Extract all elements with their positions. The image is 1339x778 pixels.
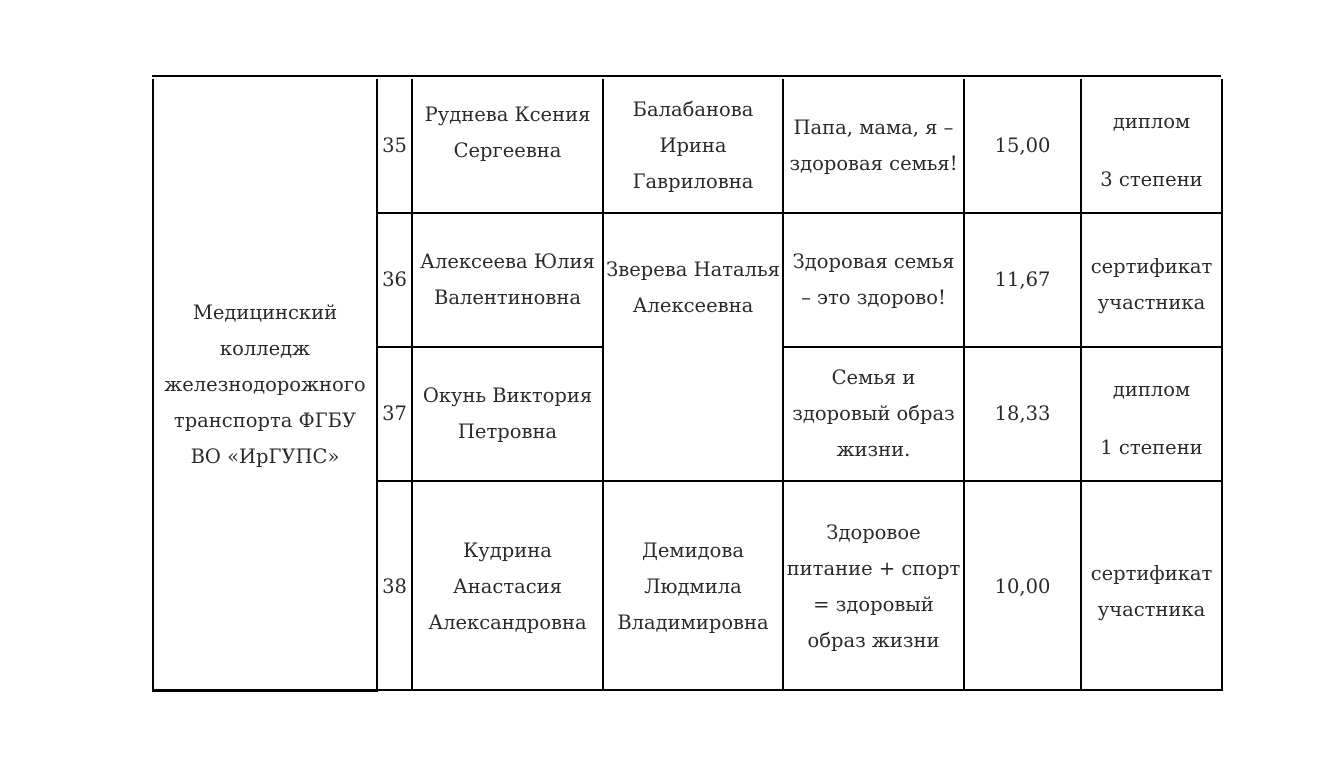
row-number: 36 (377, 213, 412, 347)
supervisor-name: Зверева Наталья Алексеевна (603, 213, 783, 481)
participant-name: Руднева Ксения Сергеевна (412, 79, 603, 213)
award-type: сертификат (1090, 255, 1213, 278)
table-row (153, 79, 1222, 213)
award-cell (1081, 79, 1222, 213)
award-type: сертификат (1090, 561, 1213, 585)
supervisor-name: Демидова Людмила Владимировна (603, 481, 783, 691)
results-table (152, 79, 1223, 692)
row-number: 38 (377, 481, 412, 691)
award-cell (1081, 347, 1222, 481)
organization-cell: Медицинский колледж железнодорожного транспорта ФГБУ ВО «ИрГУПС» (153, 79, 377, 691)
topic-title: Здоровая семья – это здорово! (783, 213, 964, 347)
participant-name: Окунь Виктория Петровна (412, 347, 603, 481)
award-cell (1081, 213, 1222, 347)
participant-name: Алексеева Юлия Валентиновна (412, 213, 603, 347)
award-cell (1081, 481, 1222, 691)
score-value: 10,00 (964, 481, 1081, 691)
award-degree: 1 степени (1100, 436, 1203, 459)
results-table-frame (152, 75, 1221, 691)
row-number: 35 (377, 79, 412, 213)
score-value: 18,33 (964, 347, 1081, 481)
participant-name: Кудрина Анастасия Александровна (412, 481, 603, 691)
award-degree: участника (1097, 597, 1206, 621)
award-degree: участника (1097, 291, 1206, 314)
award-type: диплом (1112, 378, 1191, 401)
supervisor-name: Балабанова Ирина Гавриловна (603, 79, 783, 213)
award-degree: 3 степени (1100, 167, 1203, 191)
topic-title: Здоровое питание + спорт = здоровый образ жизни (783, 481, 964, 691)
score-value: 11,67 (964, 213, 1081, 347)
award-type: диплом (1112, 109, 1191, 133)
topic-title: Семья и здоровый образ жизни. (783, 347, 964, 481)
topic-title: Папа, мама, я – здоровая семья! (783, 79, 964, 213)
row-number: 37 (377, 347, 412, 481)
score-value: 15,00 (964, 79, 1081, 213)
